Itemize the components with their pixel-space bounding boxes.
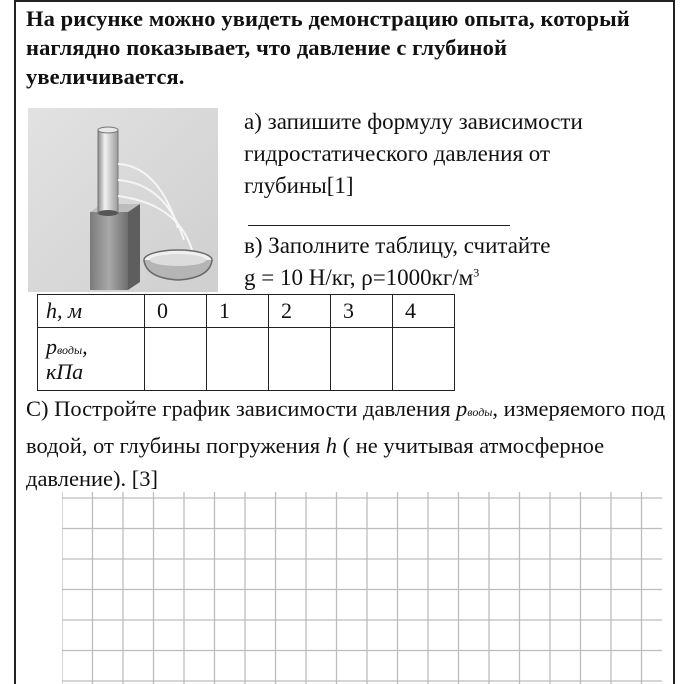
pressure-unit: кПа — [46, 358, 84, 384]
pressure-header-symbol — [46, 333, 144, 361]
depth-header: h, м — [38, 295, 145, 328]
question-c-part-2: , измеряемого под водой, от глубины погружения — [26, 396, 666, 458]
question-b-constants: g = 10 Н/кг, ρ=1000кг/м — [244, 265, 474, 290]
tube-top — [98, 127, 118, 133]
depth-cell-2: 2 — [269, 295, 331, 328]
pressure-cell-0[interactable] — [145, 328, 207, 391]
question-c-h: h — [325, 433, 337, 458]
answer-blank-line[interactable] — [248, 225, 510, 226]
question-c-part-3: ( не учитывая атмосферное давление). [3] — [26, 433, 605, 491]
pressure-depth-table — [37, 294, 455, 391]
task-title: На рисунке можно увидеть демонстрацию опыта, который наглядно показывает, что давление с глубиной увеличивается. — [26, 6, 630, 89]
dish-water — [150, 254, 206, 266]
tube-bottom — [98, 210, 118, 216]
stand-block — [90, 212, 128, 290]
graph-paper-grid[interactable] — [62, 492, 662, 684]
depth-row — [38, 295, 455, 328]
stand-side — [128, 204, 140, 290]
experiment-illustration — [28, 108, 218, 292]
question-c-part-1: С) Постройте график зависимости давления — [26, 396, 457, 421]
pressure-cell-2[interactable] — [269, 328, 331, 391]
pressure-cell-1[interactable] — [207, 328, 269, 391]
water-tube — [98, 130, 118, 214]
question-a-line-2: гидростатического давления от — [244, 141, 551, 166]
depth-cell-0: 0 — [145, 295, 207, 328]
question-c-subscript: воды — [467, 405, 493, 419]
cubic-superscript: 3 — [473, 265, 480, 280]
pressure-comma: , — [82, 333, 88, 359]
pressure-symbol: p — [46, 333, 57, 359]
depth-cell-1: 1 — [207, 295, 269, 328]
question-c — [26, 392, 666, 495]
question-b — [244, 230, 664, 294]
pressure-row — [38, 328, 455, 391]
depth-cell-3: 3 — [331, 295, 393, 328]
pressure-subscript: воды — [57, 342, 83, 357]
question-b-line-2 — [244, 262, 664, 294]
question-c-p: p — [456, 396, 468, 421]
question-a-line-1: а) запишите формулу зависимости — [244, 109, 583, 134]
question-a-line-3: глубины[1] — [244, 173, 354, 198]
pressure-cell-3[interactable] — [331, 328, 393, 391]
question-a — [244, 106, 664, 202]
pressure-cell-4[interactable] — [393, 328, 455, 391]
depth-cell-4: 4 — [393, 295, 455, 328]
question-b-line-1: в) Заполните таблицу, считайте — [244, 233, 551, 258]
pressure-header — [38, 328, 145, 391]
